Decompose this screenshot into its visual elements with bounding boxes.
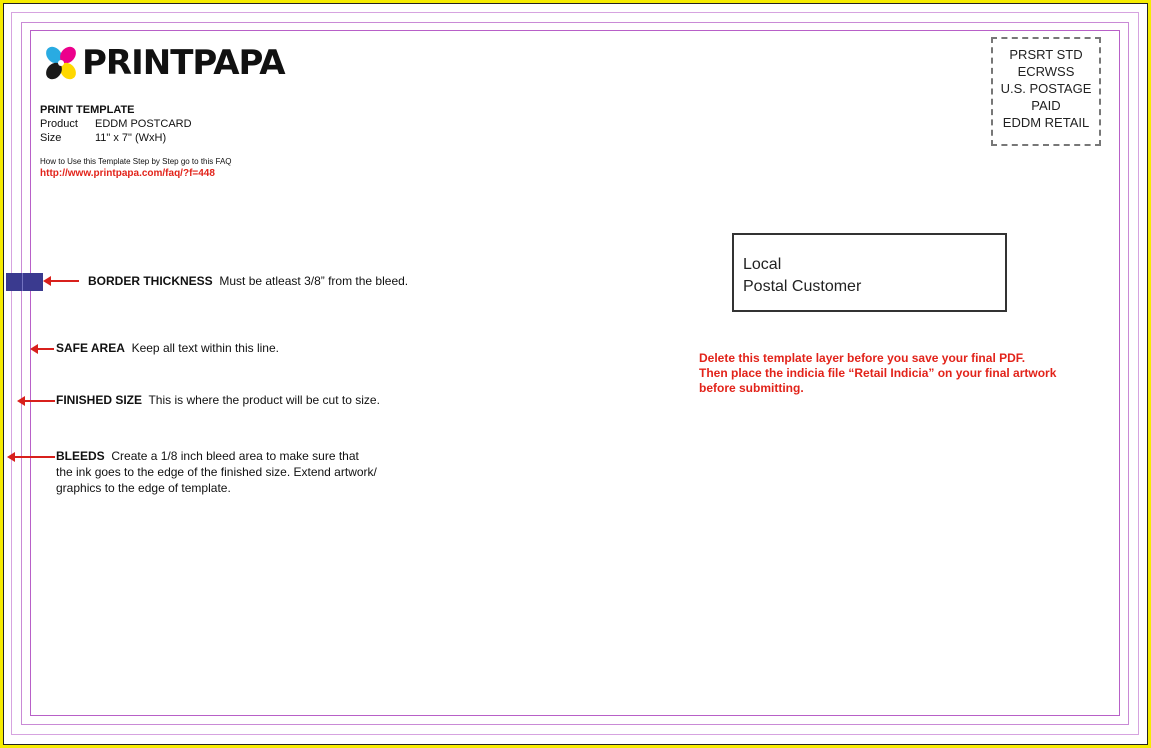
legend-term: BLEEDS: [56, 449, 105, 463]
size-value: 11" x 7" (WxH): [95, 132, 167, 144]
product-value: EDDM POSTCARD: [95, 118, 192, 130]
border-thickness-label: [88, 273, 408, 289]
delete-note-line: Delete this template layer before you save your final PDF.: [699, 351, 1026, 365]
legend-desc: the ink goes to the edge of the finished size. Extend artwork/: [56, 465, 377, 479]
delete-note-line: Then place the indicia file “Retail Indicia” on your final artwork: [699, 366, 1057, 380]
product-row: [40, 117, 192, 131]
legend-term: SAFE AREA: [56, 341, 125, 355]
product-label: Product: [40, 118, 78, 130]
faq-link[interactable]: http://www.printpapa.com/faq/?f=448: [40, 168, 215, 179]
size-label: Size: [40, 132, 62, 144]
faq-note: How to Use this Template Step by Step go to this FAQ: [40, 157, 232, 166]
legend-desc: graphics to the edge of template.: [56, 481, 231, 495]
indicia-line: ECRWSS: [1017, 64, 1075, 79]
delete-note-line: before submitting.: [699, 381, 804, 395]
indicia-line: U.S. POSTAGE: [1000, 81, 1092, 96]
safe-area-label: [56, 340, 279, 356]
legend-desc: Create a 1/8 inch bleed area to make sure that: [111, 449, 359, 463]
safe-area-arrow-icon: [37, 348, 54, 350]
mailing-address-box: [732, 233, 1007, 312]
delete-layer-note: [699, 351, 1056, 396]
postage-indicia-box: [991, 37, 1101, 146]
address-line: Local: [743, 256, 782, 273]
bleeds-arrow-icon: [14, 456, 55, 458]
finished-size-label: [56, 392, 380, 408]
template-title: PRINT TEMPLATE: [40, 104, 135, 116]
indicia-line: PAID: [1031, 98, 1061, 113]
cmyk-petal-logo-icon: [40, 43, 82, 83]
indicia-line: EDDM RETAIL: [1002, 115, 1090, 130]
finished-size-arrow-icon: [24, 400, 55, 402]
logo-wordmark: PRINTPAPA: [82, 43, 285, 83]
template-info-block: [40, 103, 192, 145]
border-thickness-swatch: [6, 273, 43, 291]
border-thickness-arrow-icon: [50, 280, 79, 282]
indicia-line: PRSRT STD: [1009, 47, 1083, 62]
legend-term: BORDER THICKNESS: [88, 274, 213, 288]
legend-desc: Keep all text within this line.: [131, 341, 279, 355]
size-row: [40, 131, 192, 145]
printpapa-logo: [40, 43, 285, 83]
legend-desc: Must be atleast 3/8” from the bleed.: [219, 274, 409, 288]
legend-desc: This is where the product will be cut to size.: [148, 393, 380, 407]
bleeds-label: [56, 448, 377, 496]
legend-term: FINISHED SIZE: [56, 393, 143, 407]
address-line: Postal Customer: [743, 278, 862, 295]
